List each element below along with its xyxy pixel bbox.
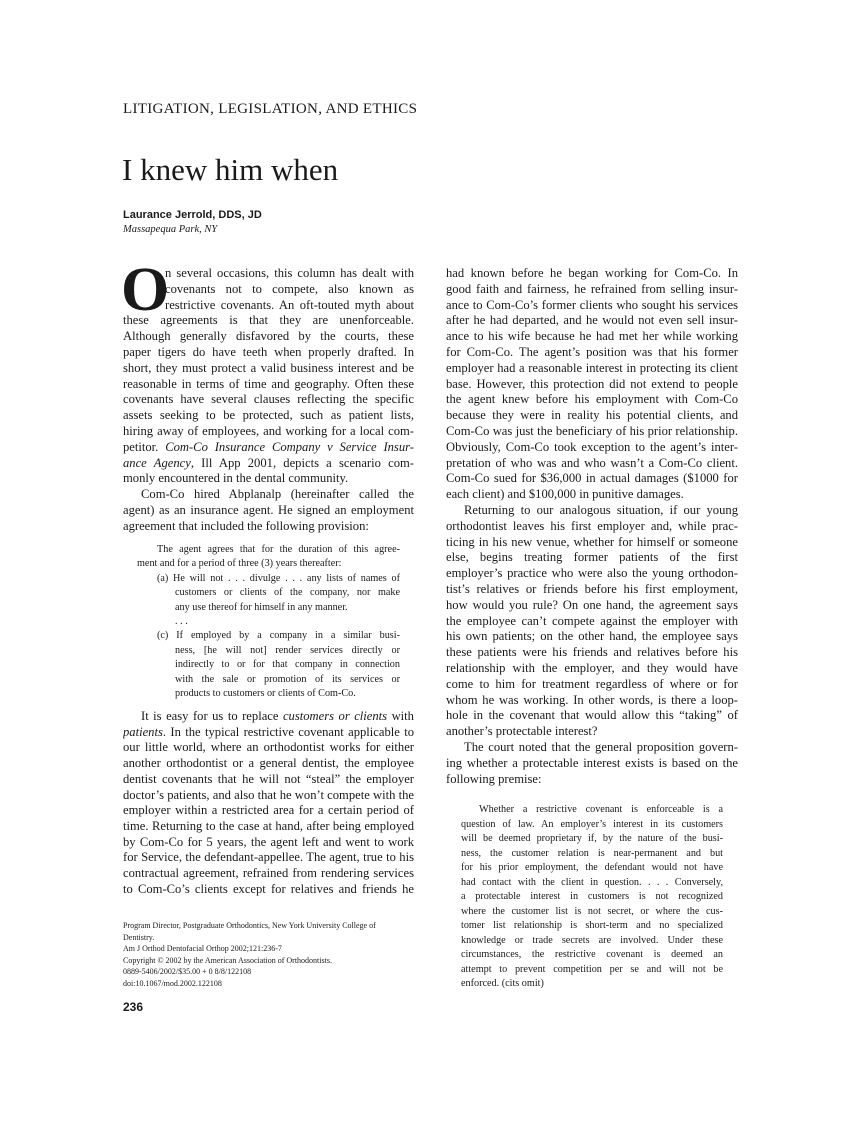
paragraph-continued-line: Obviously, Com-Co took exception to the agent’s inter- [446, 439, 738, 454]
quoted-premise-line: will be deemed proprietary if, by the nature of the busi- [461, 833, 723, 844]
paragraph-continued-line: pretation of who was and who wasn’t a Com-Co client. [446, 455, 738, 470]
paragraph-returning-line: these patients were his friends and relatives before his [446, 645, 738, 660]
paragraph-intro-line: covenants not to compete, also known as [165, 281, 414, 296]
drop-cap: O [121, 256, 170, 324]
quoted-premise-line: question of law. An employer’s interest in its customers [461, 818, 723, 830]
text-segment: , Ill App 2001, depicts a scenario com- [190, 455, 414, 470]
paragraph-replace-line: to Com-Co’s clients except for relatives and friends he [123, 881, 414, 896]
paragraph-continued-line: because they were in reality his potential clients, and [446, 408, 738, 423]
quoted-premise-line: tomer list relationship is short-term and no specialized [461, 920, 723, 931]
paragraph-replace-line: time. Returning to the case at hand, after being employed [123, 818, 414, 833]
footnotes-line: Program Director, Postgraduate Orthodontics, New York University College of [123, 921, 376, 930]
paragraph-intro-line: hiring away of employees, and working for a local com- [123, 424, 414, 438]
quoted-provision-line: any use thereof for himself in any manner. [175, 601, 348, 613]
author-affiliation: Massapequa Park, NY [123, 224, 218, 235]
paragraph-continued-line: Com-Co sued for $36,000 in actual damages ($1000 for [446, 471, 738, 486]
paragraph-intro-line: n several occasions, this column has dealt with [165, 266, 414, 280]
paragraph-returning-line: come to him for treatment regardless of where or for [446, 676, 738, 691]
paragraph-continued-line: each client) and $100,000 in punitive damages. [446, 487, 684, 502]
quoted-premise-line: ness, the customer relation is near-permanent and but [461, 847, 723, 859]
paragraph-returning-line: whom he was working. In other words, is there a loop- [446, 692, 738, 707]
italic-text: ance Agency [123, 455, 191, 470]
text-segment: . In the typical restrictive covenant applicable to [162, 724, 414, 739]
paragraph-intro-line: short, they must protect a valid business interest and be [123, 360, 414, 375]
quoted-premise-line: attempt to prevent competition per se and will not be [461, 963, 723, 975]
paragraph-intro-line: Although generally disfavored by the courts, these [123, 329, 414, 344]
paragraph-returning-line: another’s protectable interest? [446, 724, 598, 739]
paragraph-court-line: following premise: [446, 771, 542, 786]
paragraph-continued-line: for Com-Co. The agent’s position was that his former [446, 345, 738, 359]
paragraph-replace-line: by Com-Co for 5 years, the agent left and went to work [123, 834, 414, 849]
quoted-provision-line: (c) If employed by a company in a similar busi- [157, 630, 400, 642]
footnotes-line: doi:10.1067/mod.2002.122108 [123, 979, 222, 988]
quoted-provision-line: products to customers or clients of Com-Co. [175, 688, 356, 699]
paragraph-returning-line: Returning to our analogous situation, if our young [464, 503, 738, 517]
paragraph-court-line: ing whether a protectable interest exists is based on the [446, 755, 738, 770]
paragraph-hire-line: agent) as an insurance agent. He signed an employment [123, 503, 414, 517]
paragraph-replace-line: doctor’s patients, and also that he won’t compete with the [123, 787, 414, 802]
paragraph-court-line: The court noted that the general proposition govern- [464, 740, 738, 754]
paragraph-returning-line: his own patients; on the other hand, the employee says [446, 629, 738, 644]
quoted-premise-line: had contact with the client in question. . . . Conversely, [461, 876, 723, 888]
paragraph-replace-line: for Service, the defendant-appellee. The agent, true to his [123, 850, 414, 865]
page-number: 236 [123, 1000, 144, 1014]
paragraph-replace-line [123, 725, 414, 741]
paragraph-returning-line: the employee can’t compete against the employer with [446, 613, 738, 628]
quoted-provision-line: ness, [he will not] render services directly or [175, 644, 400, 656]
quoted-provision-line: ment and for a period of three (3) years thereafter: [137, 558, 342, 570]
paragraph-returning-line: hole in the covenant that would allow this “taking” of [446, 708, 738, 723]
paragraph-returning-line: relationship with the employer, and they would have [446, 661, 738, 675]
text-segment: with [387, 709, 414, 723]
paragraph-continued-line: employer had a reasonable interest in protecting its client [446, 360, 738, 375]
paragraph-returning-line: tist’s relatives or friends before his first employment, [446, 582, 738, 596]
paragraph-intro-line: paper tigers do have teeth when properly drafted. In [123, 345, 414, 359]
footnotes-line: Dentistry. [123, 932, 155, 942]
quoted-premise-line: for his prior employment, the defendant would not have [461, 862, 723, 873]
quoted-premise-line: a protectable interest in customers is not recognized [461, 891, 723, 902]
paragraph-intro-line [123, 440, 414, 456]
italic-text: customers or clients [282, 709, 388, 723]
paragraph-replace-line: dentist covenants that he will not “steal” the employer [123, 771, 414, 786]
quoted-premise-line: circumstances, the restrictive covenant is deemed an [461, 949, 723, 960]
quoted-premise-line: knowledge or trade secrets are involved. Under these [461, 934, 723, 946]
text-segment: petitor. [123, 439, 166, 454]
quoted-provision-line: with the sale or promotion of its services or [175, 673, 400, 685]
paragraph-continued-line: good faith and fairness, he refrained from selling insur- [446, 281, 738, 296]
paragraph-intro-line: covenants have several clauses reflecting the specific [123, 392, 414, 407]
paragraph-replace-line: another orthodontist or a general dentist, the employee [123, 756, 414, 771]
quoted-provision-line: customers or clients of the company, nor make [175, 587, 400, 599]
italic-text: Com-Co Insurance Company v Service Insur- [165, 439, 414, 454]
author-name: Laurance Jerrold, DDS, JD [123, 209, 262, 221]
paragraph-continued-line: ance to his wife because he had met her while working [446, 329, 738, 344]
paragraph-replace-line [141, 709, 414, 725]
paragraph-continued-line: after he had departed, and he would not even sell insur- [446, 313, 738, 328]
quoted-premise-line: Whether a restrictive covenant is enforceable is a [479, 804, 723, 815]
footnotes-line: Am J Orthod Dentofacial Orthop 2002;121:236-7 [123, 944, 282, 954]
paragraph-replace-line: employer within a restricted area for a certain period of [123, 803, 414, 818]
paragraph-intro-line: monly encountered in the dental community. [123, 471, 349, 486]
quoted-provision-line: The agent agrees that for the duration of this agree- [157, 544, 400, 555]
quoted-provision-line: (a) He will not . . . divulge . . . any lists of names of [157, 572, 400, 584]
paragraph-continued-line: Com-Co was just the beneficiary of his prior relationship. [446, 424, 738, 438]
quoted-provision-line: . . . [175, 616, 188, 627]
paragraph-returning-line: else, begins treating former patients of the first [446, 550, 738, 565]
paragraph-returning-line: how would you rule? On one hand, the agreement says [446, 597, 738, 612]
paragraph-hire-line: agreement that included the following provision: [123, 518, 369, 533]
paragraph-continued-line: ance to Com-Co’s former clients who sought his services [446, 297, 738, 312]
paragraph-replace-line: contractual agreement, refrained from rendering services [123, 866, 414, 880]
section-heading: LITIGATION, LEGISLATION, AND ETHICS [123, 101, 418, 117]
paragraph-intro-line: restrictive covenants. An oft-touted myth about [165, 297, 414, 312]
paragraph-returning-line: employer’s practice who were also the young orthodon- [446, 566, 738, 581]
paragraph-intro-line: these agreements is that they are unenforceable. [123, 313, 414, 328]
quoted-premise-line: enforced. (cits omit) [461, 978, 544, 989]
footnotes-line: Copyright © 2002 by the American Association of Orthodontists. [123, 955, 332, 965]
article-title: I knew him when [122, 152, 339, 187]
paragraph-returning-line: orthodontist leaves his first employer and, while prac- [446, 518, 738, 533]
footnotes-line: 0889-5406/2002/$35.00 + 0 8/8/122108 [123, 967, 252, 977]
paragraph-continued-line: had known before he began working for Com-Co. In [446, 266, 738, 280]
paragraph-intro-line: reasonable in terms of time and geography. Often these [123, 376, 414, 391]
paragraph-replace-line: our little world, where an orthodontist works for either [123, 740, 414, 755]
paragraph-continued-line: the agent knew before his employment with Com-Co [446, 392, 738, 407]
quoted-premise-line: where the customer list is not secret, or where the cus- [461, 905, 723, 917]
paragraph-hire-line: Com-Co hired Abplanalp (hereinafter called the [141, 487, 414, 502]
paragraph-intro-line [123, 456, 414, 472]
paragraph-intro-line: assets seeking to be protected, such as patient lists, [123, 408, 414, 423]
quoted-provision-line: indirectly to or for that company in connection [175, 659, 400, 671]
paragraph-returning-line: ticing in his new venue, whether for himself or someone [446, 534, 738, 549]
italic-text: patients [123, 724, 163, 739]
paragraph-continued-line: base. However, this protection did not extend to people [446, 376, 738, 391]
text-segment: It is easy for us to replace [141, 709, 283, 723]
